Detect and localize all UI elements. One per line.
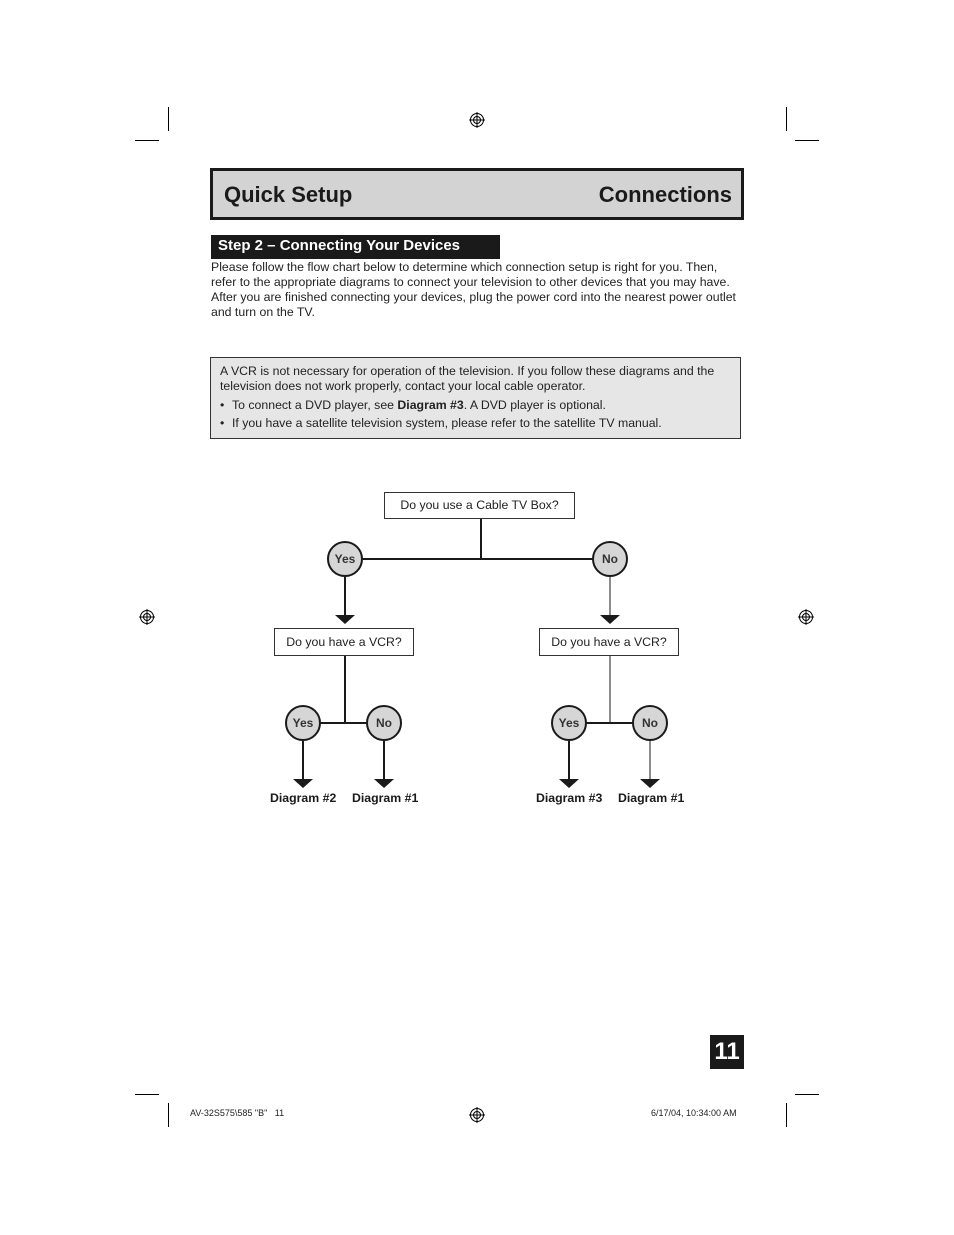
diagram-label: Diagram #2 bbox=[270, 791, 337, 805]
question-box-cable: Do you use a Cable TV Box? bbox=[384, 492, 575, 519]
note-bullet: • To connect a DVD player, see Diagram #3. A DVD player is optional. bbox=[220, 398, 606, 412]
note-bullet: • If you have a satellite television system, please refer to the satellite TV manual. bbox=[220, 416, 662, 430]
bullet-text: To connect a DVD player, see bbox=[232, 398, 398, 412]
question-box-vcr-right: Do you have a VCR? bbox=[539, 628, 679, 656]
question-box-vcr-left: Do you have a VCR? bbox=[274, 628, 414, 656]
section-title: Quick Setup bbox=[224, 182, 353, 207]
diagram-label: Diagram #1 bbox=[618, 791, 685, 805]
bullet-text: If you have a satellite television system, please refer to the satellite TV manual. bbox=[232, 416, 662, 430]
bullet-text: . A DVD player is optional. bbox=[463, 398, 606, 412]
yes-node: Yes bbox=[551, 705, 587, 741]
diagram-label: Diagram #1 bbox=[352, 791, 419, 805]
diagram-label: Diagram #3 bbox=[536, 791, 603, 805]
intro-paragraph: Please follow the flow chart below to determine which connection setup is right for you. Then, refer to the appropriate diagrams to connect your television to other devices that you may have. After you are finished connecting your devices, plug the power cord into the nearest power outlet and turn on the TV. bbox=[211, 260, 736, 319]
yes-node: Yes bbox=[327, 541, 363, 577]
note-text: A VCR is not necessary for operation of the television. If you follow these diagrams and the television does not work properly, contact your local cable operator. bbox=[220, 364, 715, 393]
no-node: No bbox=[592, 541, 628, 577]
yes-node: Yes bbox=[285, 705, 321, 741]
diagram-reference: Diagram #3 bbox=[397, 398, 464, 412]
no-node: No bbox=[366, 705, 402, 741]
step-heading: Step 2 – Connecting Your Devices bbox=[211, 235, 500, 259]
footer-timestamp: 6/17/04, 10:34:00 AM bbox=[651, 1108, 737, 1118]
no-node: No bbox=[632, 705, 668, 741]
chapter-title: Connections bbox=[598, 182, 732, 207]
page-number: 11 bbox=[710, 1035, 744, 1069]
footer-file-info: AV-32S575\585 "B" 11 bbox=[190, 1108, 285, 1118]
